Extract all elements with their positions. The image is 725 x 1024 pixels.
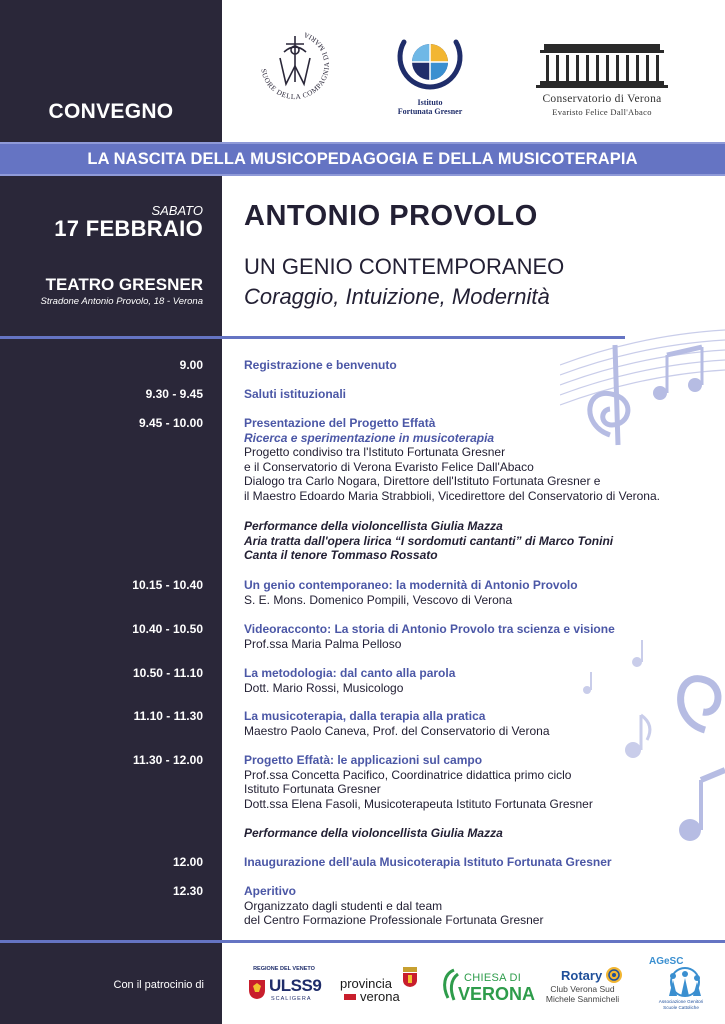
- conservatorio-logo: [522, 36, 682, 121]
- program-detail: il Maestro Edoardo Maria Strabbioli, Vicedirettore del Conservatorio di Verona.: [244, 488, 660, 503]
- chiesa-line2: VERONA: [458, 984, 536, 1004]
- chiesa-line1: CHIESA DI: [464, 972, 522, 984]
- performance-line: Performance della violoncellista Giulia Mazza: [244, 519, 503, 533]
- program-italic: Ricerca e sperimentazione in musicoterapia: [244, 430, 495, 445]
- istituto-gresner-logo: [390, 28, 470, 120]
- program-detail: Prof.ssa Concetta Pacifico, Coordinatrice didattica primo ciclo: [244, 767, 572, 782]
- performance-line: Canta il tenore Tommaso Rossato: [244, 548, 438, 563]
- rotary-logo: [535, 960, 630, 1010]
- main-title: ANTONIO PROVOLO: [244, 200, 538, 232]
- rotary-line2: Michele Sanmicheli: [545, 994, 620, 1004]
- conservatorio-subname: Evaristo Felice Dall'Abaco: [552, 107, 652, 117]
- program-time: 10.50 - 11.10: [132, 666, 203, 680]
- program-detail: Prof.ssa Maria Palma Pelloso: [244, 636, 402, 651]
- program-detail: del Centro Formazione Professionale Fortunata Gresner: [244, 913, 544, 928]
- performance-line: Performance della violoncellista Giulia Mazza: [244, 826, 503, 840]
- event-address: Stradone Antonio Provolo, 18 - Verona: [40, 296, 203, 307]
- program-time: 11.10 - 11.30: [133, 709, 203, 723]
- program-time: 10.15 - 10.40: [132, 578, 203, 592]
- program-title: La metodologia: dal canto alla parola: [244, 666, 456, 680]
- convegno-label: CONVEGNO: [48, 100, 174, 123]
- agesc-line2: Scuole Cattoliche: [663, 1005, 699, 1010]
- program-title: Saluti istituzionali: [244, 387, 347, 401]
- ulss-name: ULSS9: [269, 976, 322, 995]
- logo-strip: [222, 0, 725, 140]
- program-detail: Progetto condiviso tra l'Istituto Fortunata Gresner: [244, 445, 506, 460]
- rotary-line1: Club Verona Sud: [550, 984, 615, 994]
- compagnia-di-maria-logo: [252, 22, 338, 108]
- ulss9-logo: [245, 960, 323, 1010]
- agesc-logo: [645, 956, 717, 1010]
- program-time: 12.30: [172, 884, 203, 898]
- program-detail: Maestro Paolo Caneva, Prof. del Conservatorio di Verona: [244, 723, 550, 738]
- program-detail: Istituto Fortunata Gresner: [244, 782, 381, 797]
- compagnia-ring-text: SUORE DELLA COMPAGNIA DI MARIA: [259, 30, 332, 102]
- divider-top: [0, 336, 625, 339]
- program-detail: Dialogo tra Carlo Nogara, Direttore dell'Istituto Fortunata Gresner e: [244, 474, 601, 489]
- tagline: Coraggio, Intuizione, Modernità: [244, 284, 550, 309]
- patrocinio-label: Con il patrocinio di: [113, 979, 204, 991]
- program-time: 9.30 - 9.45: [145, 387, 203, 401]
- conservatorio-name: Conservatorio di Verona: [542, 93, 662, 105]
- event-day: SABATO: [151, 203, 203, 218]
- program-detail: Dott.ssa Elena Fasoli, Musicoterapeuta Istituto Fortunata Gresner: [244, 796, 593, 811]
- performance-line: Aria tratta dall'opera lirica “I sordomuti cantanti” di Marco Tonini: [244, 533, 614, 548]
- program-title: La musicoterapia, dalla terapia alla pratica: [244, 709, 486, 723]
- program-title: Progetto Effatà: le applicazioni sul campo: [244, 753, 483, 767]
- gresner-caption: [380, 98, 480, 116]
- program-title: Registrazione e benvenuto: [244, 358, 397, 372]
- chiesa-di-verona-logo: [440, 960, 536, 1010]
- program-title: Videoracconto: La storia di Antonio Provolo tra scienza e visione: [244, 622, 615, 636]
- program-title: Inaugurazione dell'aula Musicoterapia Istituto Fortunata Gresner: [244, 855, 612, 869]
- program-detail: e il Conservatorio di Verona Evaristo Felice Dall'Abaco: [244, 459, 534, 474]
- program-title: Un genio contemporaneo: la modernità di Antonio Provolo: [244, 578, 578, 592]
- event-date: 17 FEBBRAIO: [54, 216, 203, 241]
- agesc-name: AGeSC: [649, 956, 684, 967]
- agesc-line1: Associazione Genitori: [658, 999, 704, 1004]
- verona-word: verona: [360, 989, 400, 1004]
- event-venue: TEATRO GRESNER: [45, 275, 203, 294]
- program-title: Presentazione del Progetto Effatà: [244, 416, 436, 430]
- gresner-caption-line1: Istituto: [417, 98, 443, 107]
- divider-bottom: [0, 940, 725, 943]
- program-time: 11.30 - 12.00: [132, 753, 203, 767]
- provincia-mark: [344, 994, 356, 1000]
- rotary-name: Rotary: [561, 968, 603, 983]
- program-time: 12.00: [172, 855, 203, 869]
- program-time: 9.45 - 10.00: [138, 416, 203, 430]
- program-detail: S. E. Mons. Domenico Pompili, Vescovo di Verona: [244, 592, 513, 607]
- headline-band: LA NASCITA DELLA MUSICOPEDAGOGIA E DELLA MUSICOTERAPIA: [0, 142, 725, 176]
- ulss-sub: SCALIGERA: [271, 996, 312, 1002]
- program-detail: Organizzato dagli studenti e dal team: [244, 898, 443, 913]
- program-time: 9.00: [179, 358, 203, 372]
- provincia-word: provincia: [340, 976, 393, 991]
- program-time: 10.40 - 10.50: [132, 622, 203, 636]
- ulss-region: REGIONE DEL VENETO: [253, 966, 315, 972]
- program-title: Aperitivo: [244, 884, 297, 898]
- subtitle: UN GENIO CONTEMPORANEO: [244, 254, 565, 279]
- program-detail: Dott. Mario Rossi, Musicologo: [244, 680, 404, 695]
- provincia-verona-logo: [340, 960, 422, 1010]
- gresner-caption-line2: Fortunata Gresner: [397, 107, 463, 116]
